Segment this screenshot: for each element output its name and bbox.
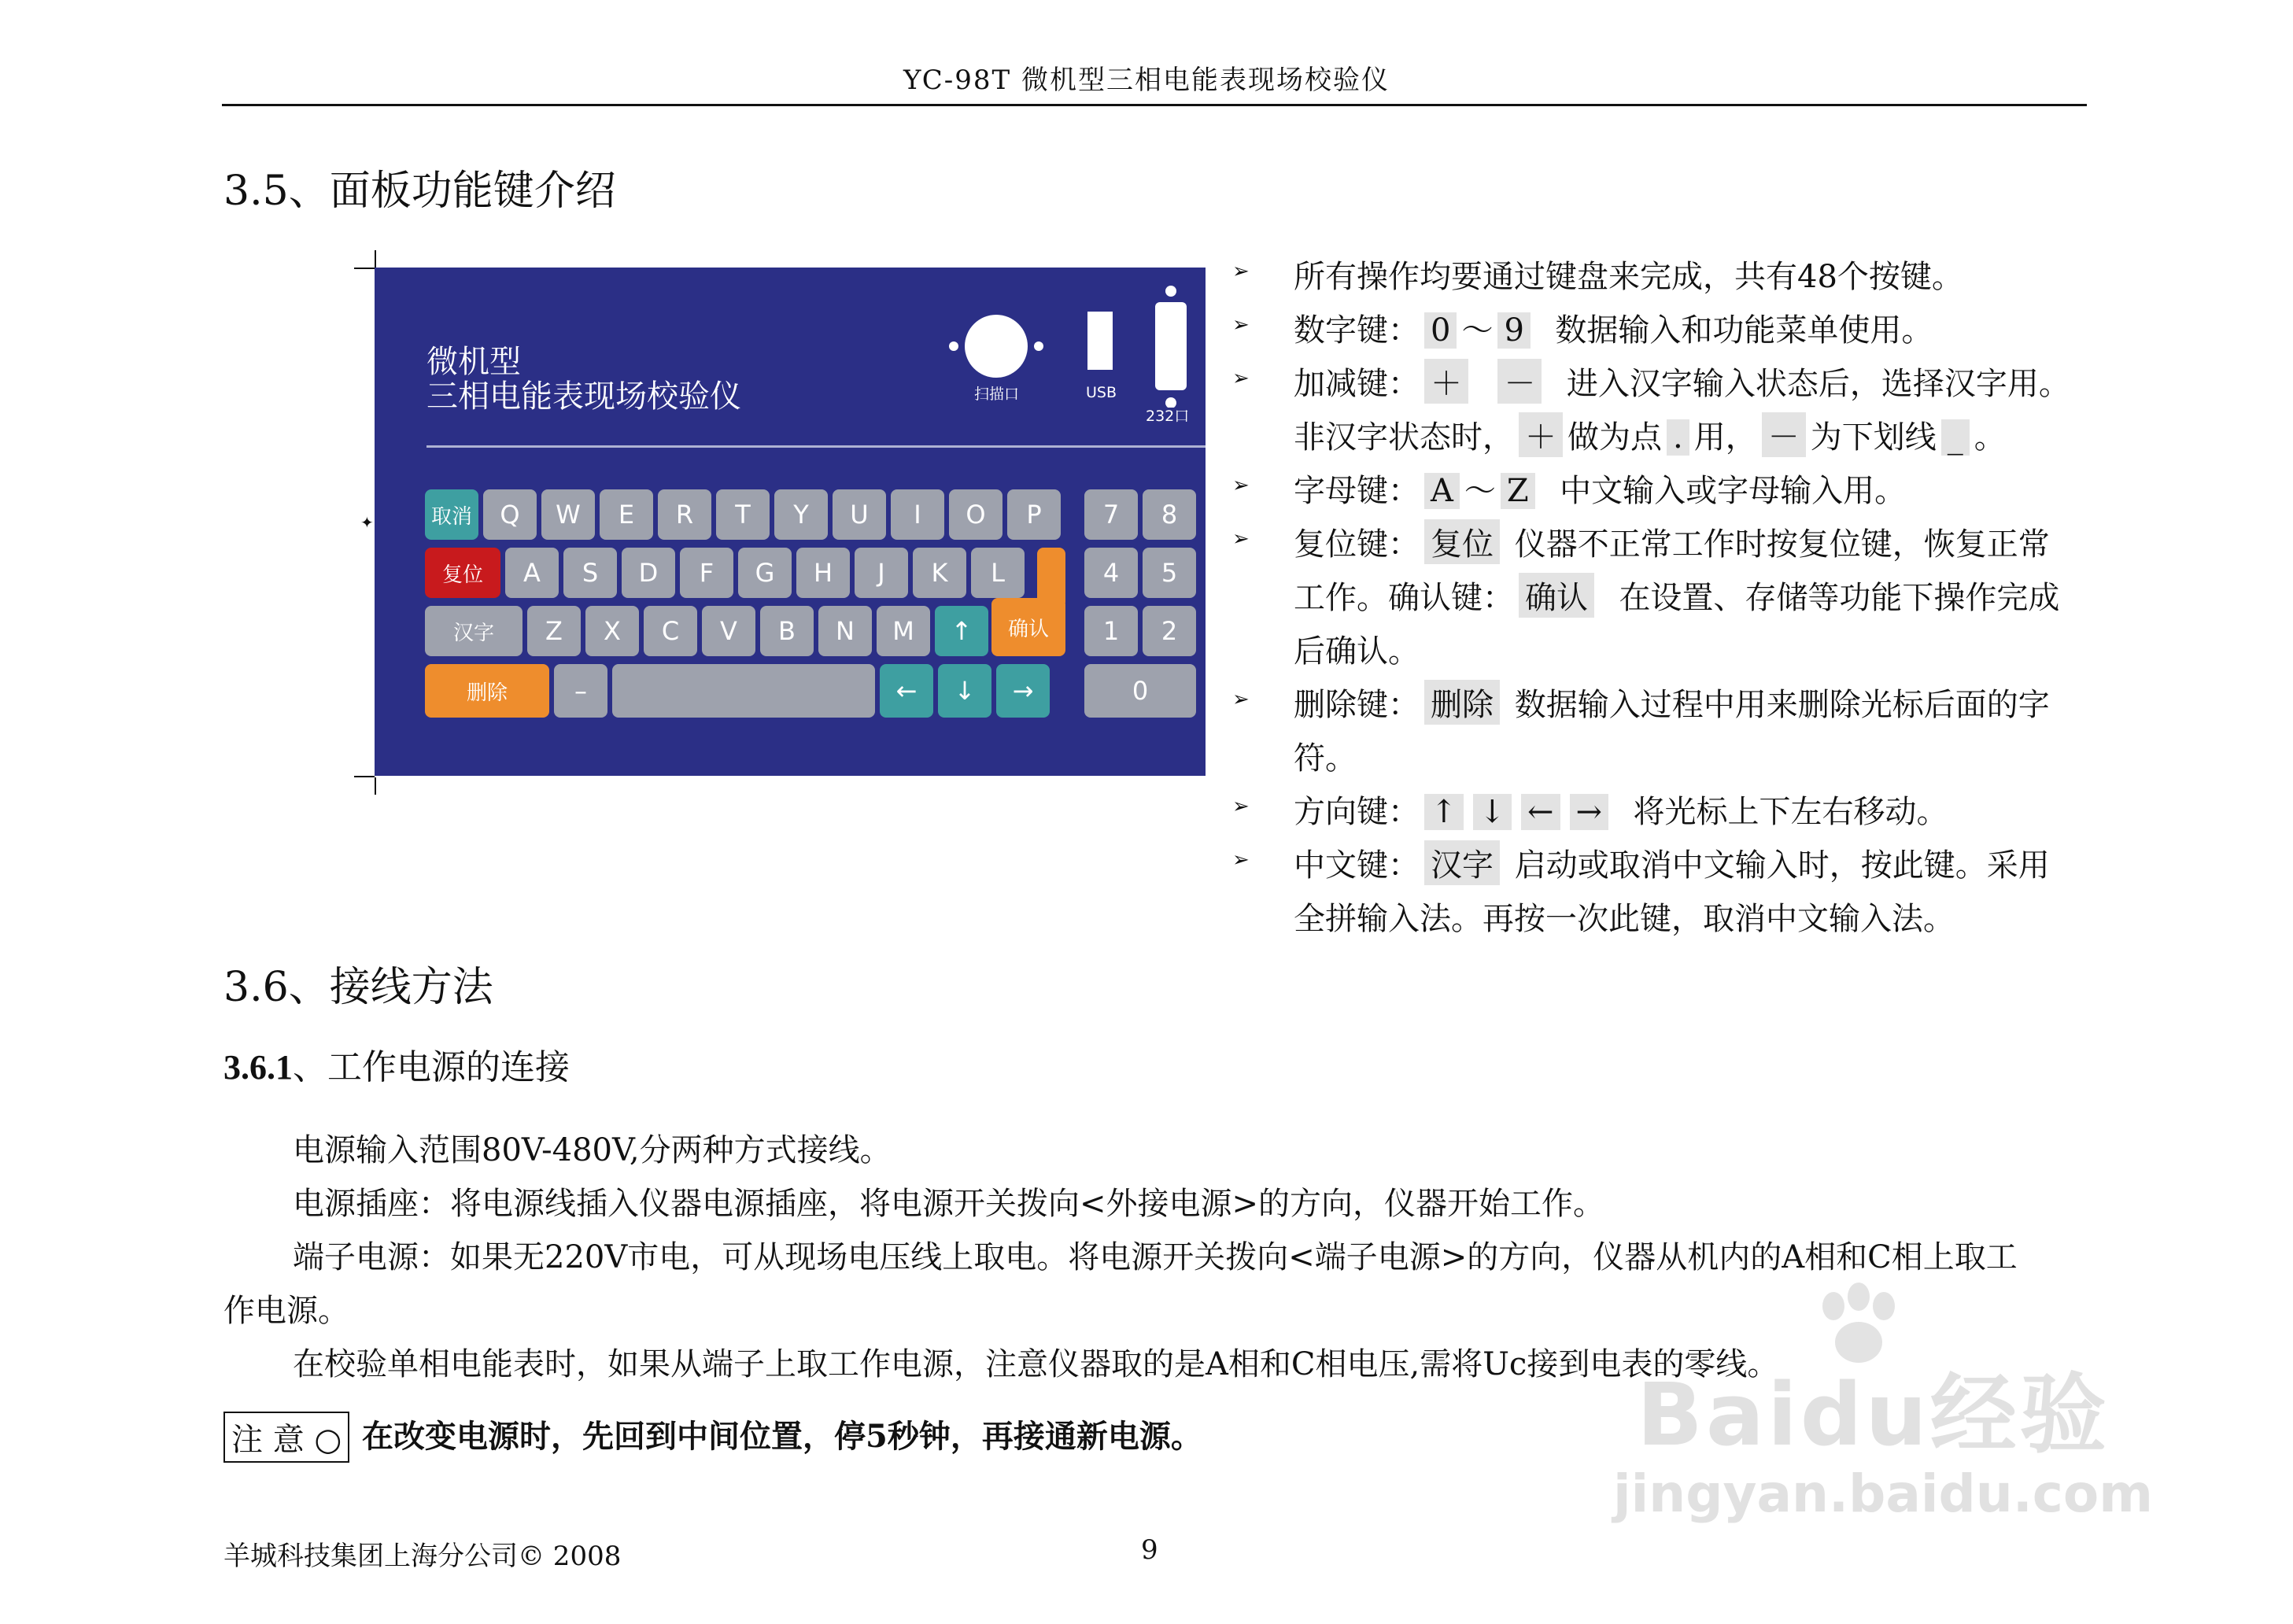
watermark-url: jingyan.baidu.com (1613, 1463, 2154, 1524)
key-v: V (702, 606, 755, 656)
scan-port-icon (946, 307, 1056, 386)
bullet-marker: ➢ (1232, 367, 1250, 390)
section-heading-3-5: 3.5、面板功能键介绍 (223, 168, 616, 215)
bullet-marker: ➢ (1232, 795, 1250, 818)
bullet-letter-keys: 字母键： A ～ Z 中文输入或字母输入用。 (1294, 473, 1907, 509)
keyboard-panel-image (375, 268, 1206, 776)
key-a: A (505, 548, 559, 598)
key-label: 删除 (1424, 680, 1500, 725)
key-label: ← (1521, 794, 1560, 830)
serial-port-label: 232口 (1146, 408, 1190, 425)
key-4: 4 (1084, 548, 1138, 598)
key-x: X (585, 606, 639, 656)
key-8: 8 (1143, 489, 1196, 540)
key-b: B (760, 606, 814, 656)
usb-port-label: USB (1086, 384, 1117, 401)
key-p: P (1007, 489, 1061, 540)
key-c: C (644, 606, 697, 656)
paragraph-continuation: 作电源。 (223, 1293, 349, 1329)
key-delete: 删除 (425, 664, 549, 718)
key-n: N (818, 606, 872, 656)
key-label: 确认 (1519, 573, 1594, 618)
paragraph: 在校验单相电能表时，如果从端子上取工作电源，注意仪器取的是A相和C相电压,需将Uc接到电表的零线。 (293, 1346, 1779, 1382)
bullet-marker: ➢ (1232, 688, 1250, 711)
panel-title-line2: 三相电能表现场校验仪 (426, 378, 741, 415)
key-7: 7 (1084, 489, 1138, 540)
key-j: J (855, 548, 908, 598)
key-label: － (1497, 359, 1542, 404)
bullet-digit-keys: 数字键： 0 ～ 9 数据输入和功能菜单使用。 (1294, 312, 1933, 349)
key-label: 0 (1424, 312, 1457, 349)
key-right: → (996, 664, 1050, 718)
bullet-delete-key: 删除键： 删除 数据输入过程中用来删除光标后面的字 (1294, 680, 2050, 725)
bullet-plus-minus-keys: 加减键： ＋ － 进入汉字输入状态后，选择汉字用。 (1294, 359, 2070, 404)
key-e: E (600, 489, 653, 540)
crop-mark (375, 250, 376, 268)
key-l: L (971, 548, 1025, 598)
bullet-continuation: 符。 (1294, 740, 1357, 777)
header-rule (222, 104, 2087, 106)
crop-mark (354, 776, 375, 777)
page-number: 9 (1141, 1534, 1158, 1566)
watermark-logo: Baidu经验 (1637, 1364, 2110, 1465)
key-q: Q (483, 489, 537, 540)
key-m: M (877, 606, 930, 656)
key-2: 2 (1143, 606, 1196, 656)
key-t: T (716, 489, 770, 540)
crop-mark (354, 268, 375, 269)
bullet-marker: ➢ (1232, 260, 1250, 283)
bullet-marker: ➢ (1232, 474, 1250, 497)
panel-divider (426, 445, 1206, 448)
bullet-continuation: 非汉字状态时， ＋ 做为点 . 用， － 为下划线 _ 。 (1294, 412, 2006, 457)
scan-port-label: 扫描口 (974, 386, 1020, 403)
key-5: 5 (1143, 548, 1196, 598)
key-y: Y (774, 489, 828, 540)
key-label: _ (1941, 419, 1970, 456)
page-header: YC-98T 微机型三相电能表现场校验仪 (903, 65, 1390, 96)
panel-title-line1: 微机型 (426, 344, 521, 380)
key-left: ← (880, 664, 933, 718)
key-i: I (891, 489, 944, 540)
key-z: Z (527, 606, 581, 656)
bullet-marker: ➢ (1232, 313, 1250, 337)
bullet-reset-key: 复位键： 复位 仪器不正常工作时按复位键，恢复正常 (1294, 519, 2050, 564)
key-up: ↑ (935, 606, 988, 656)
key-w: W (541, 489, 595, 540)
key-f: F (680, 548, 733, 598)
footer-company: 羊城科技集团上海分公司© 2008 (223, 1541, 622, 1572)
paragraph: 电源插座：将电源线插入仪器电源插座，将电源开关拨向<外接电源>的方向，仪器开始工作。 (293, 1186, 1605, 1222)
key-d: D (622, 548, 675, 598)
usb-port-icon (1087, 312, 1113, 370)
bullet-continuation: 全拼输入法。再按一次此键，取消中文输入法。 (1294, 901, 1955, 937)
paragraph: 端子电源：如果无220V市电，可从现场电压线上取电。将电源开关拨向<端子电源>的方向，仪器从机内的A相和C相上取工 (293, 1239, 2018, 1275)
serial-port-icon (1147, 282, 1195, 408)
key-minus: – (554, 664, 607, 718)
key-u: U (833, 489, 886, 540)
key-down: ↓ (938, 664, 991, 718)
key-space (612, 664, 875, 718)
key-0: 0 (1084, 664, 1196, 718)
key-label: ↓ (1473, 794, 1512, 830)
key-s: S (563, 548, 617, 598)
crop-mark (375, 777, 376, 795)
key-label: ↑ (1424, 794, 1464, 830)
registration-mark: ✦ (360, 513, 374, 532)
note-label-box: 注 意 ○ (223, 1412, 349, 1463)
key-label: . (1667, 419, 1689, 456)
key-1: 1 (1084, 606, 1138, 656)
note-text: 在改变电源时，先回到中间位置，停5秒钟，再接通新电源。 (362, 1418, 1202, 1455)
key-label: Z (1501, 473, 1535, 509)
key-label: 汉字 (1424, 840, 1500, 885)
key-confirm: 确认 (991, 598, 1065, 656)
key-h: H (796, 548, 850, 598)
bullet-arrow-keys: 方向键： ↑ ↓ ← → 将光标上下左右移动。 (1294, 794, 1948, 830)
key-label: － (1762, 412, 1806, 457)
key-g: G (738, 548, 792, 598)
key-label: 复位 (1424, 519, 1500, 564)
key-cancel: 取消 (425, 489, 478, 540)
key-label: ＋ (1424, 359, 1468, 404)
key-label: ＋ (1519, 412, 1563, 457)
key-r: R (658, 489, 711, 540)
bullet-text: 所有操作均要通过键盘来完成，共有48个按键。 (1294, 259, 1963, 295)
bullet-marker: ➢ (1232, 848, 1250, 872)
key-label: 9 (1497, 312, 1530, 349)
key-reset: 复位 (425, 548, 500, 598)
key-label: A (1424, 473, 1460, 509)
key-label: → (1570, 794, 1609, 830)
bullet-continuation: 后确认。 (1294, 633, 1420, 670)
bullet-hanzi-key: 中文键： 汉字 启动或取消中文输入时，按此键。采用 (1294, 840, 2050, 885)
key-confirm-top (1037, 548, 1065, 603)
key-k: K (913, 548, 966, 598)
bullet-marker: ➢ (1232, 527, 1250, 551)
key-hanzi: 汉字 (425, 606, 522, 656)
subsection-heading-3-6-1: 3.6.1、工作电源的连接 (223, 1047, 570, 1087)
paragraph: 电源输入范围80V-480V,分两种方式接线。 (293, 1132, 892, 1168)
key-o: O (949, 489, 1002, 540)
bullet-continuation: 工作。确认键： 确认 在设置、存储等功能下操作完成 (1294, 573, 2059, 618)
section-heading-3-6: 3.6、接线方法 (223, 964, 493, 1011)
